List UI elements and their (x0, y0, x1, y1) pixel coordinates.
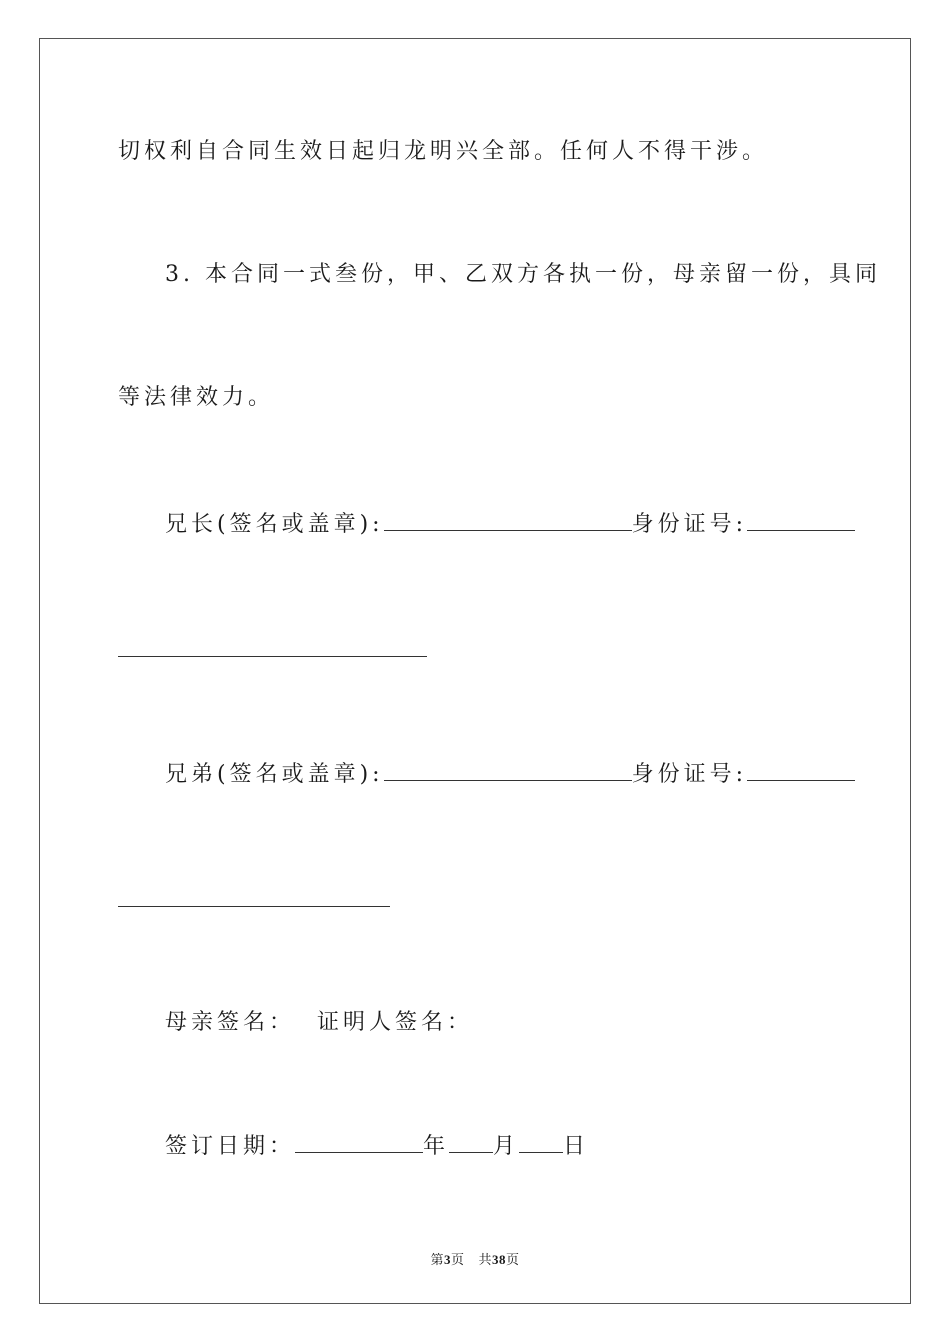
younger-brother-id-blank[interactable] (747, 762, 855, 781)
contract-clause-3: 3. 本合同一式叁份，甲、乙双方各执一份，母亲留一份，具同 (165, 262, 881, 287)
page-footer (0, 1249, 950, 1268)
page-unit: 页 (450, 1252, 465, 1267)
younger-brother-label: 兄弟(签名或盖章): (165, 762, 384, 787)
page-number: 3 (443, 1252, 451, 1267)
year-blank[interactable] (295, 1134, 423, 1153)
page-prefix: 第 (430, 1252, 444, 1267)
contract-text-line: 等法律效力。 (118, 385, 275, 410)
month-blank[interactable] (449, 1134, 493, 1153)
month-label: 月 (493, 1134, 520, 1159)
signing-date-row (165, 1134, 589, 1158)
elder-brother-id-blank[interactable] (747, 512, 855, 531)
younger-brother-signature-row (165, 762, 855, 786)
id-number-label: 身份证号: (631, 762, 748, 787)
page-frame (39, 38, 911, 1304)
total-prefix: 共 (478, 1252, 493, 1267)
elder-brother-label: 兄长(签名或盖章): (165, 512, 384, 537)
year-label: 年 (423, 1134, 450, 1159)
elder-brother-signature-blank[interactable] (384, 512, 632, 531)
total-pages: 38 (492, 1252, 507, 1267)
elder-brother-signature-row (165, 512, 855, 536)
mother-witness-signature-row: 母亲签名： 证明人签名： (165, 1010, 473, 1035)
total-unit: 页 (506, 1252, 520, 1267)
day-label: 日 (563, 1134, 590, 1159)
younger-brother-id-blank-continued[interactable] (118, 906, 390, 907)
id-number-label: 身份证号: (631, 512, 748, 537)
younger-brother-signature-blank[interactable] (384, 762, 632, 781)
signing-date-label: 签订日期： (165, 1134, 296, 1159)
elder-brother-id-blank-continued[interactable] (118, 656, 427, 657)
day-blank[interactable] (519, 1134, 563, 1153)
contract-text-line: 切权利自合同生效日起归龙明兴全部。任何人不得干涉。 (118, 139, 769, 164)
